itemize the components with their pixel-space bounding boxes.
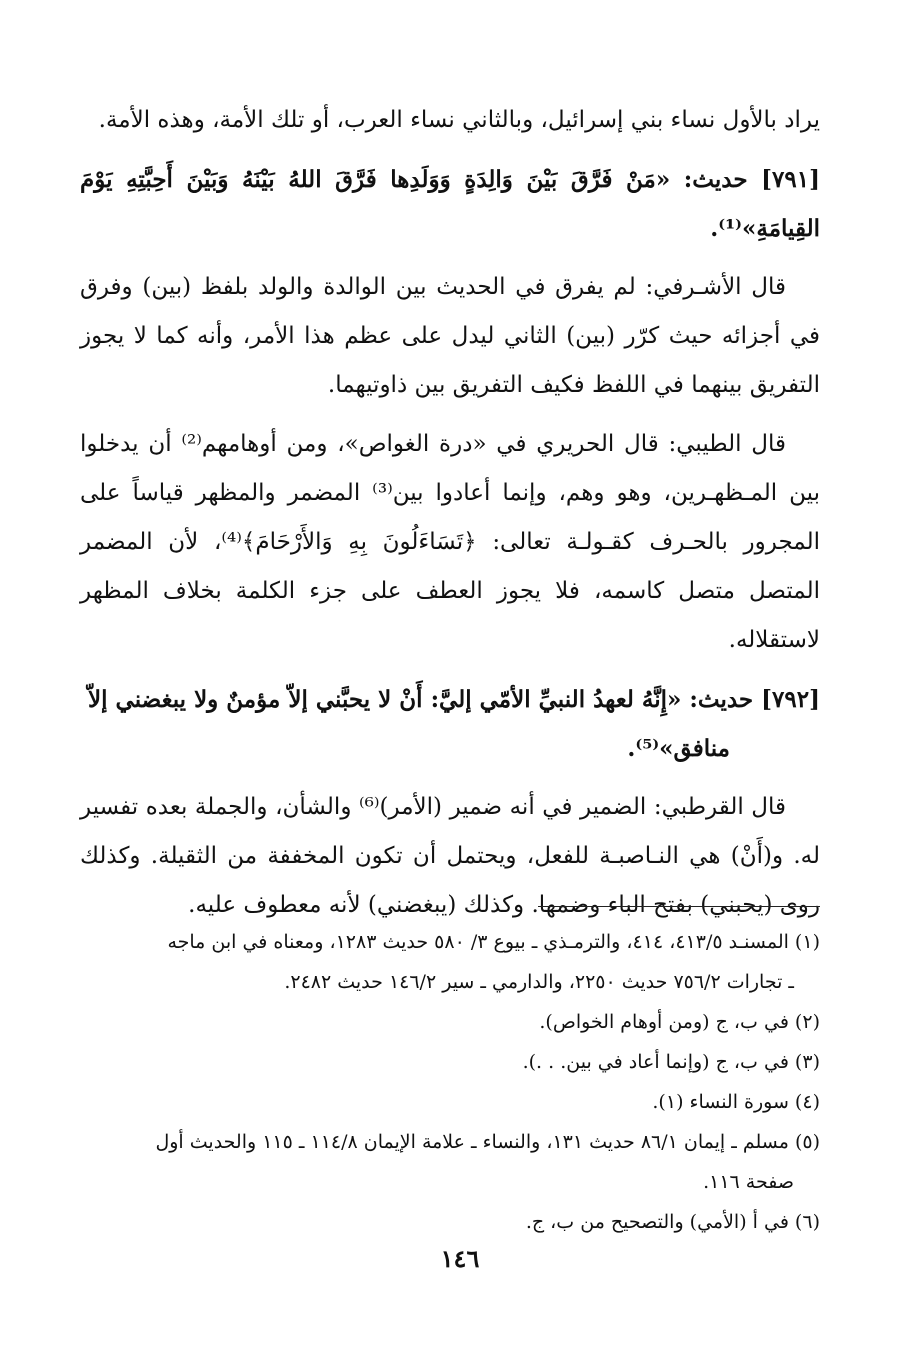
paragraph-tibi: قال الطيبي: قال الحريري في «درة الغواص»، ومن أوهامهم⁽²⁾ أن يدخلوا بين المـظهـرين، وهو وهم، وإنما أعادوا بين⁽³⁾ المضمر والمظهر قياساً على المجرور بالحـرف كقـولـة تعالى: ﴿تَسَاءَلُونَ بِهِ وَالأَرْحَامَ﴾⁽⁴⁾، لأن المضمر المتصل متصل كاسمه، فلا يجوز العطف على جزء الكلمة بخلاف المظهر لاستقلاله. (80, 431, 820, 653)
footnote-6: (٦) في أ (الأمي) والتصحيح من ب، ج. (525, 1211, 820, 1233)
footnote-1-line2: ـ تجارات ٧٥٦/٢ حديث ٢٢٥٠، والدارمي ـ سير ١٤٦/٢ حديث ٢٤٨٢. (284, 971, 794, 993)
footnote-4: (٤) سورة النساء (١). (652, 1091, 820, 1113)
hadith-792-line1: [٧٩٢] حديث: «إِنَّهُ لعهدُ النبيِّ الأمّي إليَّ: أَنْ لا يحبَّني إلاّ مؤمنٌ ولا يبغضني إلاّ (88, 686, 820, 713)
paragraph-qurtubi: قال القرطبي: الضمير في أنه ضمير (الأمر)⁽⁶⁾ والشأن، والجملة بعده تفسير له. و(أَنْ) هي النـاصبـة للفعل، ويحتمل أن تكون المخففة من الثقيلة. وكذلك روى (يحبني) بفتح الباء وضمها. وكذلك (يبغضني) لأنه معطوف عليه. (80, 794, 820, 918)
opening-line: يراد بالأول نساء بني إسرائيل، وبالثاني نساء العرب، أو تلك الأمة، وهذه الأمة. (98, 107, 820, 133)
page-body (80, 96, 820, 940)
paragraph-ashrafi: قال الأشـرفي: لم يفرق في الحديث بين الوالدة والولد بلفظ (بين) وفرق في أجزائه حيث كرّر (بين) الثاني ليدل على عظم هذا الأمر، وأنه كما لا يجوز التفريق بينهما في اللفظ فكيف التفريق بين ذاوتيهما. (80, 274, 820, 398)
footnote-5-line1: (٥) مسلم ـ إيمان ٨٦/١ حديث ١٣١، والنساء ـ علامة الإيمان ١١٤/٨ ـ ١١٥ والحديث أول (155, 1131, 820, 1153)
footnote-1-line1: (١) المسنـد ٤١٣/٥، ٤١٤، والترمـذي ـ بيوع ٣/ ٥٨٠ حديث ١٢٨٣، ومعناه في ابن ماجه (167, 931, 820, 953)
footnote-5-line2: صفحة ١١٦. (703, 1171, 794, 1193)
footnotes (80, 922, 820, 1242)
footnote-divider (538, 906, 820, 907)
footnote-3: (٣) في ب، ج (وإنما أعاد في بين. . .). (522, 1051, 820, 1073)
hadith-792-line2: منافق»⁽⁵⁾. (627, 735, 730, 762)
footnote-2: (٢) في ب، ج (ومن أوهام الخواص). (539, 1011, 820, 1033)
hadith-791: [٧٩١] حديث: «مَنْ فَرَّقَ بَيْنَ وَالِدَةٍ وَوَلَدِها فَرَّقَ اللهُ بَيْنَهُ وَبَيْنَ أَحِبَّتِهِ يَوْمَ القِيامَةِ»⁽¹⁾. (80, 166, 820, 242)
page-number: ١٤٦ (440, 1244, 480, 1273)
